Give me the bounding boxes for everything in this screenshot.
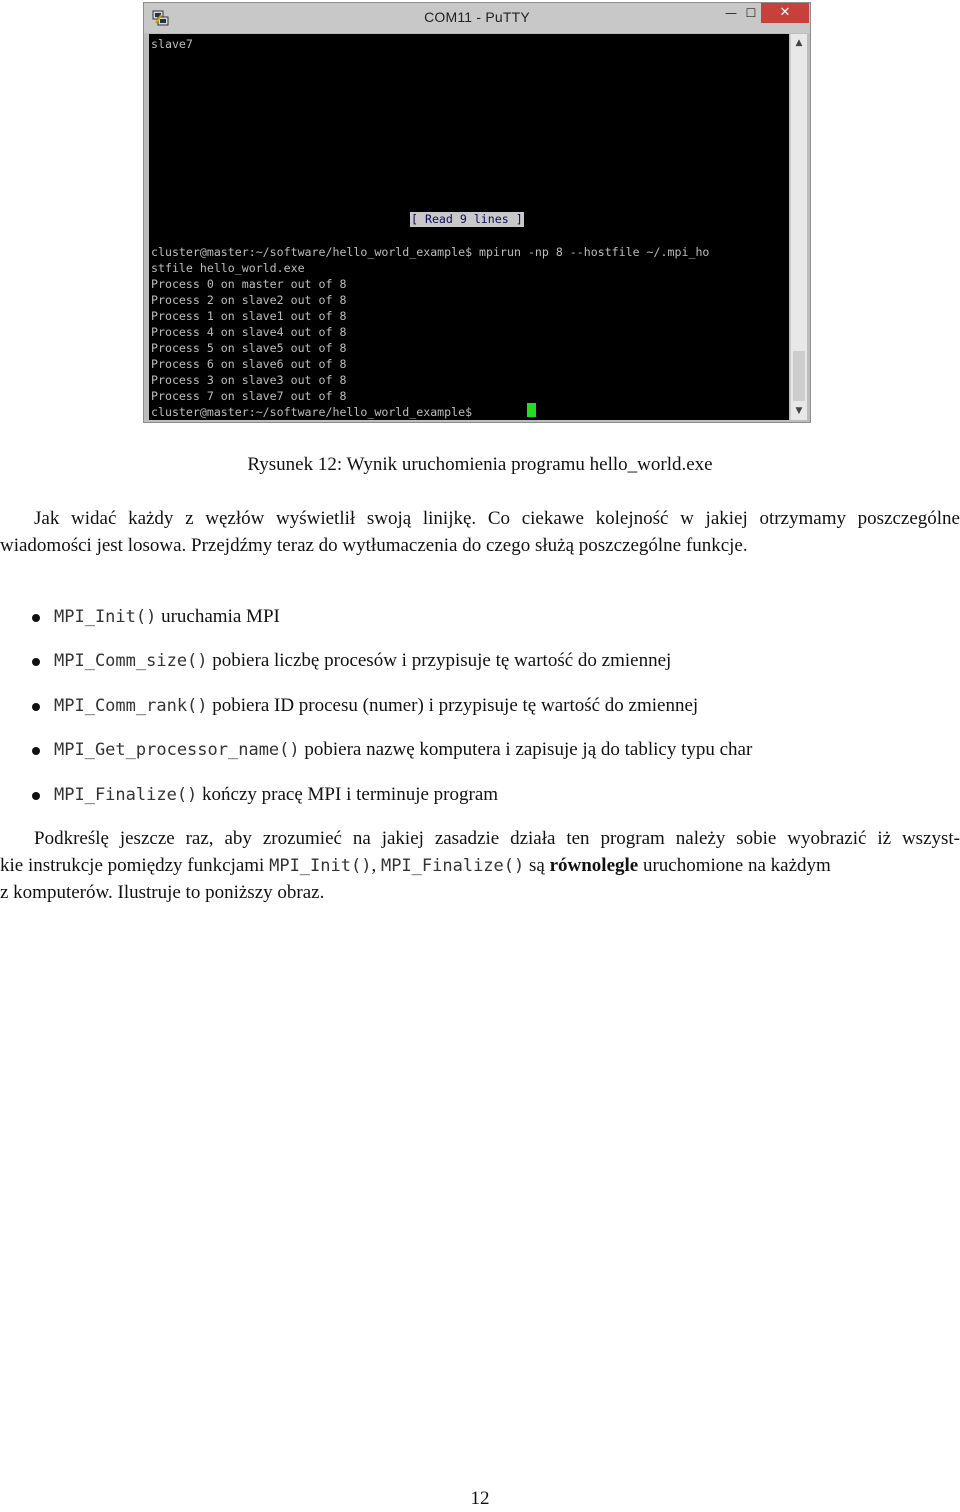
terminal-line: Process 5 on slave5 out of 8 [151, 341, 347, 355]
terminal-cursor [527, 403, 536, 417]
function-description: pobiera liczbę procesów i przypisuje tę wartość do zmiennej [207, 650, 672, 671]
putty-window [143, 2, 811, 423]
function-description: pobiera nazwę komputera i zapisuje ją do tablicy typu char [299, 739, 753, 760]
text-span: są [524, 855, 550, 876]
terminal-prompt: cluster@master:~/software/hello_world_example$ [151, 405, 480, 419]
paragraph-line: wiadomości jest losowa. Przejdźmy teraz do wytłumaczenia do czego służą poszczególne funkcje. [0, 535, 748, 556]
title-bar [144, 3, 810, 33]
text-span: uruchomione na każdym [638, 855, 831, 876]
list-item [54, 692, 698, 720]
terminal-line: cluster@master:~/software/hello_world_example$ mpirun -np 8 --hostfile ~/.mpi_ho [151, 245, 710, 259]
page-number: 12 [470, 1488, 490, 1509]
terminal-line: stfile hello_world.exe [151, 261, 305, 275]
function-name: MPI_Comm_rank() [54, 696, 208, 716]
function-description: uruchamia MPI [156, 606, 280, 627]
status-message: [ Read 9 lines ] [411, 212, 523, 226]
maximize-button[interactable]: ☐ [745, 6, 757, 20]
terminal-line: Process 4 on slave4 out of 8 [151, 325, 347, 339]
terminal-line: Process 6 on slave6 out of 8 [151, 357, 347, 371]
terminal-line: Process 3 on slave3 out of 8 [151, 373, 347, 387]
terminal-line: Process 7 on slave7 out of 8 [151, 389, 347, 403]
function-name: MPI_Get_processor_name() [54, 740, 300, 760]
minimize-button[interactable]: — [725, 6, 737, 20]
window-title: COM11 - PuTTY [424, 9, 530, 25]
bullet-icon [32, 658, 40, 666]
scroll-up-icon[interactable]: ▲ [795, 38, 803, 48]
text-span: , [371, 855, 381, 876]
function-name: MPI_Comm_size() [54, 651, 208, 671]
bullet-icon [32, 747, 40, 755]
function-description: pobiera ID procesu (numer) i przypisuje tę wartość do zmiennej [207, 695, 699, 716]
function-description: kończy pracę MPI i terminuje program [197, 784, 499, 805]
bullet-icon [32, 792, 40, 800]
list-item [54, 603, 280, 631]
terminal-line: Process 0 on master out of 8 [151, 277, 347, 291]
list-item [54, 736, 752, 764]
function-name: MPI_Finalize() [54, 785, 198, 805]
close-button[interactable]: ✕ [761, 3, 809, 23]
figure-caption: Rysunek 12: Wynik uruchomienia programu hello_world.exe [247, 454, 713, 475]
list-item [54, 781, 498, 809]
paragraph-line: Jak widać każdy z węzłów wyświetlił swoją linijkę. Co ciekawe kolejność w jakiej otrzymamy poszczególne [34, 508, 960, 529]
paragraph-line: Podkreślę jeszcze raz, aby zrozumieć na jakiej zasadzie działa ten program należy sobie wyobrazić iż wszyst- [34, 828, 960, 849]
scrollbar[interactable] [790, 34, 807, 420]
function-name: MPI_Init() [269, 856, 372, 876]
function-name: MPI_Finalize() [380, 856, 525, 876]
text-span: kie instrukcje pomiędzy funkcjami [0, 855, 270, 876]
scroll-down-icon[interactable]: ▼ [795, 406, 803, 416]
terminal-line: Process 2 on slave2 out of 8 [151, 293, 347, 307]
scroll-thumb[interactable] [793, 351, 805, 401]
terminal-output[interactable] [149, 34, 789, 420]
terminal-line: slave7 [151, 37, 193, 51]
bullet-icon [32, 614, 40, 622]
bullet-icon [32, 703, 40, 711]
bold-text: równolegle [549, 855, 639, 876]
terminal-line: Process 1 on slave1 out of 8 [151, 309, 347, 323]
list-item [54, 647, 671, 675]
function-name: MPI_Init() [54, 607, 157, 627]
paragraph-line: z komputerów. Ilustruje to poniższy obraz. [0, 882, 325, 903]
paragraph-line [0, 852, 960, 880]
